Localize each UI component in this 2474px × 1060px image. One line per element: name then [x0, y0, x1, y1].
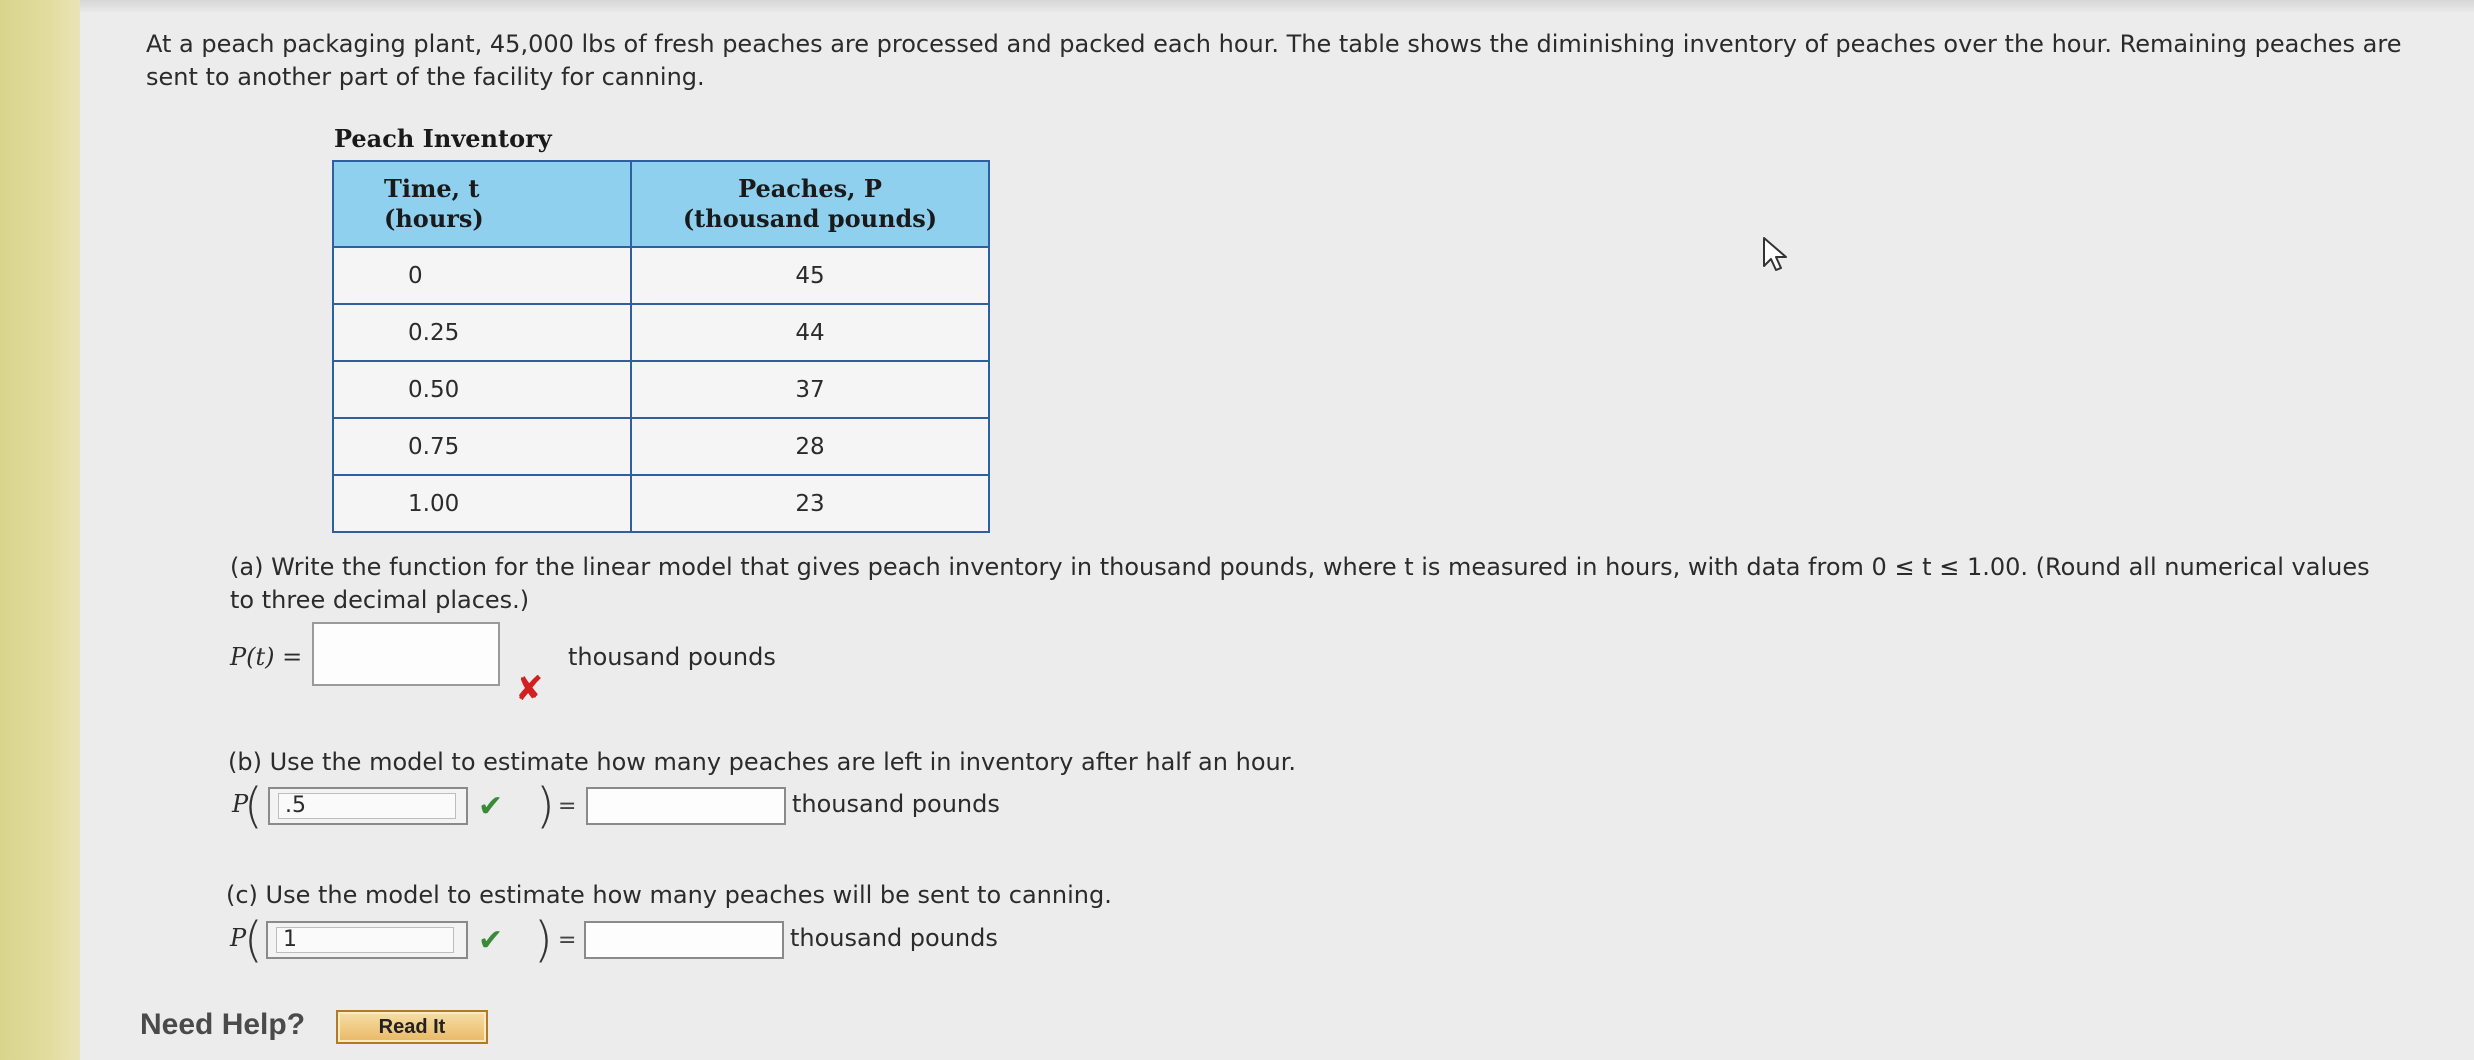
header-peaches-line1: Peaches, P	[738, 174, 882, 203]
part-c-text: (c) Use the model to estimate how many peaches will be sent to canning.	[226, 881, 1112, 909]
header-peaches	[631, 161, 989, 247]
read-it-button[interactable]: Read It	[336, 1010, 488, 1044]
part-b-answer-input[interactable]	[586, 787, 786, 825]
part-c-time-input[interactable]	[266, 921, 468, 959]
header-time-line1: Time, t	[384, 174, 480, 203]
part-b-time-input[interactable]	[268, 787, 468, 825]
need-help-label: Need Help?	[140, 1008, 306, 1041]
close-paren: )	[534, 912, 553, 968]
cell-peaches: 44	[631, 304, 989, 361]
part-c-answer-input[interactable]	[584, 921, 784, 959]
table-row	[333, 418, 989, 475]
cell-peaches: 45	[631, 247, 989, 304]
cell-peaches: 28	[631, 418, 989, 475]
part-b-time-value: .5	[278, 793, 456, 819]
part-a-unit: thousand pounds	[568, 643, 776, 671]
header-time	[333, 161, 631, 247]
open-paren: (	[244, 912, 263, 968]
cell-peaches: 37	[631, 361, 989, 418]
cell-time: 0.25	[333, 304, 631, 361]
table-row	[333, 361, 989, 418]
peach-inventory-table	[332, 160, 990, 533]
part-a-text: (a) Write the function for the linear model that gives peach inventory in thousand pounds, where t is measured in hours, with data from 0 ≤ t ≤ 1.00. (Round all numerical values to three decimal places.)	[230, 553, 2370, 614]
mouse-cursor-icon	[1762, 236, 1792, 276]
table-title: Peach Inventory	[334, 124, 552, 153]
table-row	[333, 247, 989, 304]
check-icon: ✔	[478, 923, 504, 958]
part-b-function-name: P	[232, 790, 249, 818]
part-b-text: (b) Use the model to estimate how many peaches are left in inventory after half an hour.	[228, 748, 1296, 776]
part-c-function-name: P	[230, 924, 247, 952]
part-b-unit: thousand pounds	[792, 790, 1000, 818]
header-peaches-line2: (thousand pounds)	[682, 204, 938, 233]
x-mark-icon: ✘	[515, 669, 544, 709]
cell-peaches: 23	[631, 475, 989, 532]
part-a-function-label: P(t) =	[230, 643, 303, 671]
cell-time: 1.00	[333, 475, 631, 532]
table-row	[333, 304, 989, 361]
cell-time: 0	[333, 247, 631, 304]
check-icon: ✔	[478, 789, 504, 824]
part-c-time-value: 1	[276, 927, 454, 953]
equals-sign: =	[558, 928, 577, 953]
question-text: At a peach packaging plant, 45,000 lbs of fresh peaches are processed and packed each hour. The table shows the diminishing inventory of peaches over the hour. Remaining peaches are sent to another part of the facility for canning.	[146, 30, 2402, 91]
table-row	[333, 475, 989, 532]
close-paren: )	[536, 778, 555, 834]
cell-time: 0.50	[333, 361, 631, 418]
header-time-line2: (hours)	[384, 204, 484, 233]
cell-time: 0.75	[333, 418, 631, 475]
open-paren: (	[244, 778, 263, 834]
equals-sign: =	[558, 794, 577, 819]
part-c-unit: thousand pounds	[790, 924, 998, 952]
part-a-answer-input[interactable]	[312, 622, 500, 686]
